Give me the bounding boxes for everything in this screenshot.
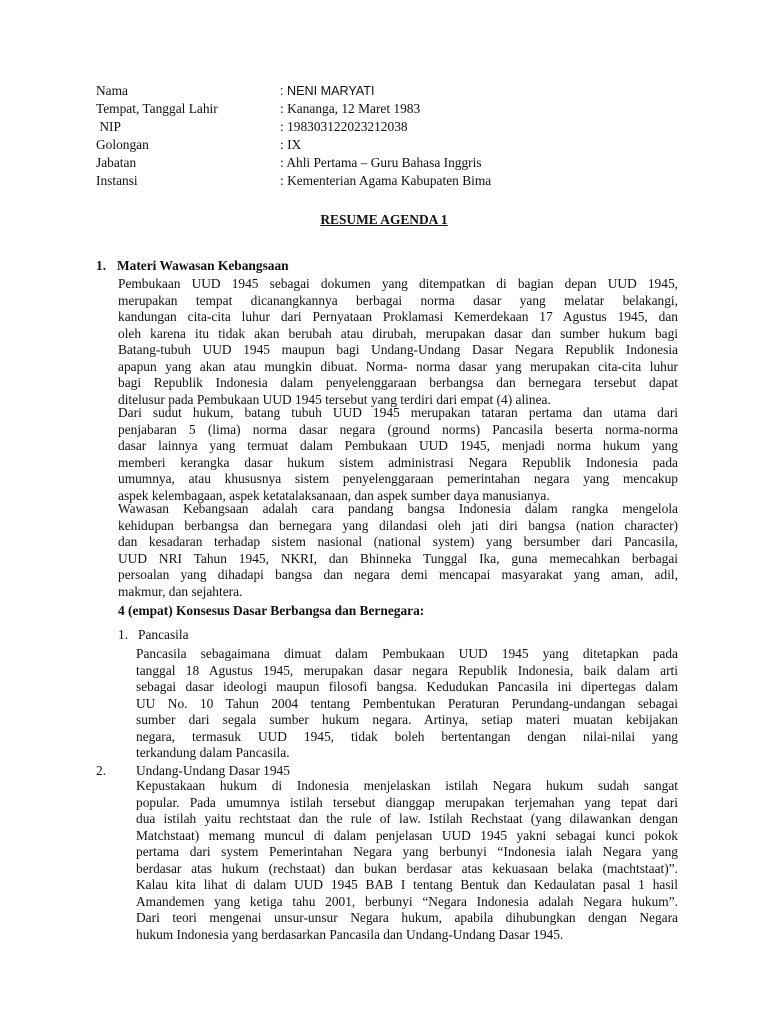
text-line: Amandemen yang ketiga tahu 2001, berbunyi “Negara Indonesia adalah Negara hukum”. xyxy=(136,893,678,909)
identity-label: NIP xyxy=(96,119,121,134)
text-line: UUD NRI Tahun 1945, NKRI, dan Bhinneka Tunggal Ika, guna memecahkan berbagai xyxy=(118,550,678,566)
text-line: Dari teori mengenai unsur-unsur Negara hukum, apabila dihubungkan dengan Negara xyxy=(136,910,678,925)
identity-table xyxy=(96,82,696,190)
text-line: merupakan tempat dicanangkannya berbagai norma dasar yang melatar belakangi, xyxy=(118,292,678,308)
text-line: Wawasan Kebangsaan adalah cara pandang bangsa Indonesia dalam rangka mengelola xyxy=(118,501,678,516)
list-number: 1. xyxy=(118,627,129,642)
paragraph-3 xyxy=(118,501,678,600)
identity-row-golongan xyxy=(96,136,696,154)
text-line: Batang-tubuh UUD 1945 maupun bagi Undang-Undang Dasar Negara Republik Indonesia xyxy=(118,342,678,357)
list-label: Undang-Undang Dasar 1945 xyxy=(136,763,290,778)
section-heading xyxy=(96,257,696,275)
text-line: sebagai dasar ideologi maupun filosofi bangsa. Kedudukan Pancasila ini dipertegas dalam xyxy=(136,679,678,694)
konsensus-heading: 4 (empat) Konsesus Dasar Berbangsa dan Bernegara: xyxy=(118,603,425,618)
identity-label: Tempat, Tanggal Lahir xyxy=(96,101,218,116)
text-line: Dari sudut hukum, batang tubuh UUD 1945 merupakan tataran pertama dan utama dari xyxy=(118,405,678,420)
text-line: Kepustakaan hukum di Indonesia menjelaskan istilah Negara hukum sudah sangat xyxy=(136,778,678,793)
text-line: dasar lainnya yang termuat dalam Pembukaan UUD 1945, menjadi norma hukum yang xyxy=(118,438,678,453)
identity-value: : Kementerian Agama Kabupaten Bima xyxy=(280,173,492,188)
list-item-heading-1 xyxy=(118,626,189,644)
text-line: memberi kerangka dasar hukum sistem administrasi Negara Republik Indonesia pada xyxy=(118,454,678,470)
text-line: Kalau kita lihat di dalam UUD 1945 BAB I tentang Bentuk dan Kedaulatan pasal 1 hasil xyxy=(136,877,678,892)
section-title: Materi Wawasan Kebangsaan xyxy=(117,258,289,273)
identity-value: : 198303122023212038 xyxy=(280,119,408,134)
pancasila-paragraph xyxy=(136,646,678,762)
text-line: Pembukaan UUD 1945 sebagai dokumen yang ditempatkan di bagian depan UUD 1945, xyxy=(118,276,678,291)
text-line: apapun yang akan atau mungkin dibuat. Norma- norma dasar yang merupakan cita-cita luhur xyxy=(118,358,678,374)
text-line: UU No. 10 Tahun 2004 tentang Pembentukan Peraturan Perundang-undangan sebagai xyxy=(136,695,678,711)
text-line: kehidupan berbangsa dan bernegara yang dilandasi oleh jati diri bangsa (nation character) xyxy=(118,517,678,533)
identity-value: : Kananga, 12 Maret 1983 xyxy=(280,101,421,116)
text-line: penjabaran 5 (lima) norma dasar negara (ground norms) Pancasila beserta norma-norma xyxy=(118,421,678,437)
text-line: kandungan cita-cita luhur dari Pernyataan Proklamasi Kemerdekaan 17 Agustus 1945, dan xyxy=(118,309,678,324)
text-line: makmur, dan sejahtera. xyxy=(118,583,243,599)
text-line: popular. Pada umumnya istilah tersebut dianggap merupakan terjemahan yang tepat dari xyxy=(136,794,678,810)
identity-label: Jabatan xyxy=(96,155,137,170)
identity-label: Nama xyxy=(96,83,128,98)
text-line: bagi Republik Indonesia dalam penyelenggaraan berbangsa dan bernegara tersebut dapat xyxy=(118,375,678,390)
identity-value: : IX xyxy=(280,137,302,152)
identity-row-ttl xyxy=(96,100,696,118)
list-number: 2. xyxy=(96,763,107,778)
identity-label: Golongan xyxy=(96,137,149,152)
paragraph-1 xyxy=(118,276,678,408)
list-label: Pancasila xyxy=(138,627,189,642)
identity-row-nama xyxy=(96,82,696,100)
text-line: ditelusur pada Pembukaan UUD 1945 tersebut yang terdiri dari empat (4) alinea. xyxy=(118,391,551,407)
identity-row-jabatan xyxy=(96,154,696,172)
text-line: pertama dari system Pemerintahan Negara yang berbunyi “Indonesia ialah Negara yang xyxy=(136,844,678,859)
document-title: RESUME AGENDA 1 xyxy=(320,212,448,227)
text-line: Matchstaat) memang muncul di dalam penjelasan UUD 1945 yakni sebagai kunci pokok xyxy=(136,827,678,843)
text-line: dan kesadaran terhadap sistem nasional (national system) yang bersumber dari Pancasila, xyxy=(118,534,678,549)
identity-value: : Ahli Pertama – Guru Bahasa Inggris xyxy=(280,155,482,170)
text-line: hukum Indonesia yang berdasarkan Pancasila dan Undang-Undang Dasar 1945. xyxy=(136,926,564,942)
text-line: umumnya, atau khususnya sistem penyelenggaraan pemerintahan negara yang mencakup xyxy=(118,471,678,486)
identity-label: Instansi xyxy=(96,173,138,188)
text-line: negara, termasuk UUD 1945, tidak boleh bertentangan dengan nilai-nilai yang xyxy=(136,728,678,744)
text-line: aspek kelembagaan, aspek ketatalaksanaan, dan aspek sumber daya manusianya. xyxy=(118,487,550,503)
text-line: dua istilah yaitu rechtstaat dan the rule of law. Istilah Rechstaat (yang dilawankan dengan xyxy=(136,811,678,826)
paragraph-2 xyxy=(118,405,678,504)
text-line: sumber dari segala sumber hukum negara. Artinya, setiap materi muatan kebijakan xyxy=(136,712,678,727)
identity-row-nip xyxy=(96,118,696,136)
text-line: persoalan yang dihadapi bangsa dan negara demi mencapai masyarakat yang aman, adil, xyxy=(118,567,678,582)
identity-value: : NENI MARYATI xyxy=(280,84,375,98)
text-line: berdasar atas hukum (rechstaat) dan bukan berdasar atas kekuasaan belaka (machtstaat)”. xyxy=(136,860,678,876)
text-line: tanggal 18 Agustus 1945, merupakan dasar negara Republik Indonesia, baik dalam arti xyxy=(136,662,678,678)
text-line: oleh karena itu tidak akan berubah atau dirubah, merupakan dasar dan sumber hukum bagi xyxy=(118,325,678,341)
identity-row-instansi xyxy=(96,172,696,190)
section-number: 1. xyxy=(96,258,107,273)
uud-paragraph xyxy=(136,778,678,943)
text-line: Pancasila sebagaimana dimuat dalam Pembukaan UUD 1945 yang ditetapkan pada xyxy=(136,646,678,661)
text-line: terkandung dalam Pancasila. xyxy=(136,745,290,760)
